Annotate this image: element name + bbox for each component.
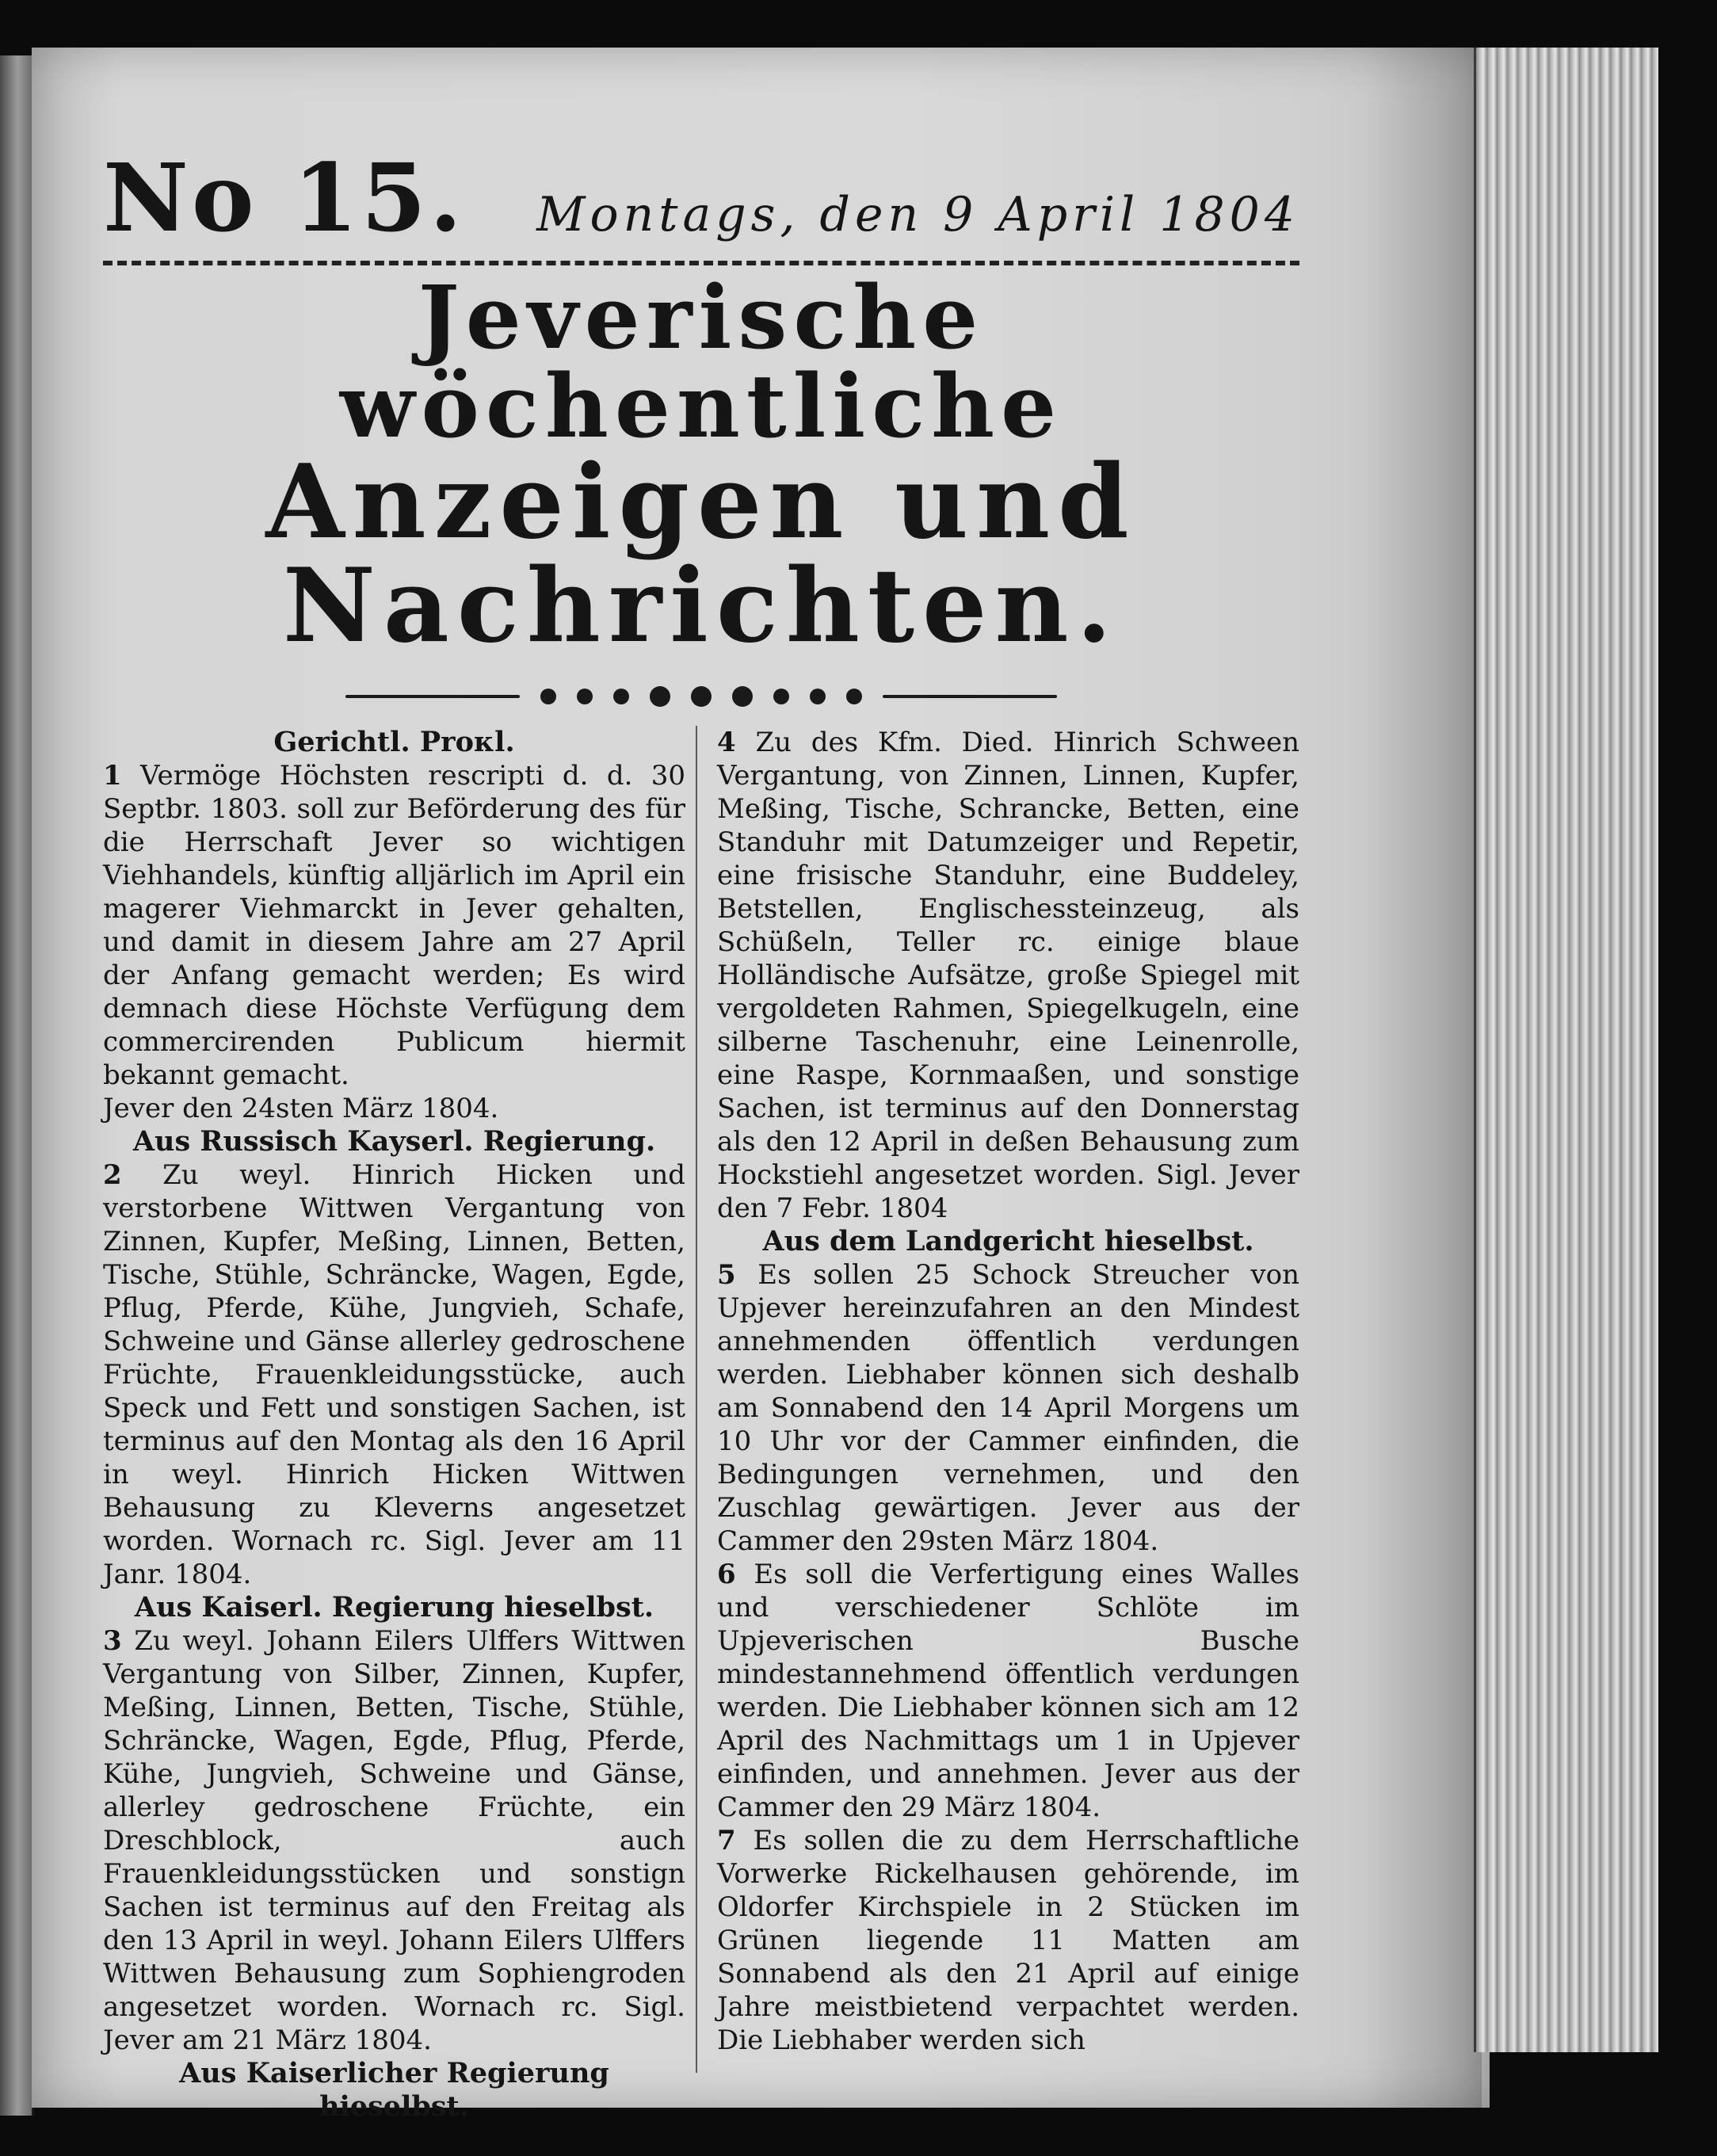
- notice-text: Es soll die Verfertigung eines Walles und verschiedener Schlöte im Upjeverischen Busche mindestannehmend öffentlich verdungen werden. Die Liebhaber können sich am 12 April des Nachmittags um 1 in Upjever einfinden, und annehmen. Jever aus der Cammer den 29 März 1804.: [717, 1559, 1299, 1824]
- section-heading: Aus Russisch Kayserl. Regierung.: [132, 1125, 656, 1158]
- notice-text: Zu weyl. Hinrich Hicken und verstorbene Wittwen Vergantung von Zinnen, Kupfer, Meßing, Linnen, Betten, Tische, Stühle, Schräncke, Wagen, Egde, Pflug, Pferde, Kühe, Jungvieh, Schafe, Schweine und Gänse allerley gedroschene Früchte, Frauenkleidungsstücke, auch Speck und Fett und sonstigen Sachen, ist terminus auf den Montag als den 16 April in weyl. Hinrich Hicken Wittwen Behausung zu Kleverns angesetzet worden. Wornach rc. Sigl. Jever am 11 Janr. 1804.: [103, 1159, 685, 1591]
- notice-7: [717, 1824, 1299, 2057]
- notice-4: [717, 726, 1299, 1225]
- text-columns: [103, 726, 1299, 2124]
- newspaper-title: [103, 266, 1299, 666]
- divider-dot: [650, 686, 670, 707]
- notice-text: Es sollen 25 Schock Streucher von Upjever hereinzufahren an den Mindest annehmenden öffentlich verdungen werden. Liebhaber können sich deshalb am Sonnabend den 14 April Morgens um 10 Uhr vor der Cammer einfinden, die Bedingungen vernehmen, und den Zuschlag gewärtigen. Jever aus der Cammer den 29sten März 1804.: [717, 1259, 1299, 1558]
- divider-dot: [540, 689, 556, 704]
- section-heading: Aus Kaiserlicher Regierung hieselbst.: [179, 2057, 609, 2124]
- left-column: [103, 726, 685, 2124]
- section-heading: Aus Kaiserl. Regierung hieselbst.: [134, 1591, 654, 1624]
- notice-text: Es sollen die zu dem Herrschaftliche Vorwerke Rickelhausen gehörende, im Oldorfer Kirchspiele in 2 Stücken im Grünen liegende 11 Matten am Sonnabend als den 21 April auf einige Jahre meistbietend verpachtet werden. Die Liebhaber werden sich: [717, 1825, 1299, 2057]
- divider-dot: [613, 689, 629, 704]
- divider-dot: [773, 689, 789, 704]
- notice-5: [717, 1258, 1299, 1558]
- facing-page-edge: [0, 55, 34, 2116]
- notice-number: 4: [717, 727, 736, 759]
- notice-text: Zu weyl. Johann Eilers Ulffers Wittwen Vergantung von Silber, Zinnen, Kupfer, Meßing, Linnen, Betten, Tische, Stühle, Schräncke, Wagen, Egde, Pflug, Pferde, Kühe, Jungvieh, Schweine und Gänse, allerley gedroschene Früchte, ein Dreschblock, auch Frauenkleidungsstücken und sonstign Sachen ist terminus auf den Freitag als den 13 April in weyl. Johann Eilers Ulffers Wittwen Behausung zum Sophiengroden angesetzet worden. Wornach rc. Sigl. Jever am 21 März 1804.: [103, 1625, 685, 2057]
- divider-dot: [732, 686, 753, 707]
- divider-dot: [810, 689, 826, 704]
- notice-number: 3: [103, 1625, 122, 1658]
- notice-number: 6: [717, 1559, 736, 1591]
- notice-date: Jever den 24sten März 1804.: [103, 1093, 499, 1125]
- book-page-edges: [1474, 48, 1658, 2052]
- notice-3: [103, 1624, 685, 2057]
- section-heading: Gerichtl. Proκl.: [273, 726, 515, 759]
- issue-date: Montags, den 9 April 1804: [536, 187, 1299, 242]
- page-content: [103, 143, 1299, 2124]
- issue-number: No 15.: [103, 143, 465, 253]
- masthead: [103, 143, 1299, 265]
- right-column: [717, 726, 1299, 2124]
- notice-text: Vermöge Höchsten rescripti d. d. 30 Septbr. 1803. soll zur Beförderung des für die Herrschaft Jever so wichtigen Viehhandels, künftig alljärlich im April ein magerer Viehmarckt in Jever gehalten, und damit in diesem Jahre am 27 April der Anfang gemacht werden; Es wird demnach diese Höchste Verfügung dem commercirenden Publicum hiermit bekannt gemacht.: [103, 760, 685, 1092]
- title-line-2: Anzeigen und Nachrichten.: [265, 443, 1137, 666]
- notice-number: 2: [103, 1159, 122, 1192]
- notice-6: [717, 1558, 1299, 1824]
- page-curvature-shadow: [1363, 48, 1482, 2108]
- notice-number: 5: [717, 1259, 736, 1292]
- column-rule: [696, 726, 697, 2073]
- divider-wing-right: [883, 695, 1057, 698]
- title-line-1: Jeverische wöchentliche: [339, 266, 1063, 458]
- divider-wing-left: [345, 695, 520, 698]
- divider-dot: [577, 689, 593, 704]
- section-heading: Aus dem Landgericht hieselbst.: [762, 1225, 1254, 1258]
- divider-dot: [846, 689, 862, 704]
- notice-text: Zu des Kfm. Died. Hinrich Schween Vergantung, von Zinnen, Linnen, Kupfer, Meßing, Tische, Schrancke, Betten, eine Standuhr mit Datumzeiger und Repetir, eine frisische Standuhr, eine Buddeley, Betstellen, Englischessteinzeug, als Schüßeln, Teller rc. einige blaue Holländische Aufsätze, große Spiegel mit vergoldeten Rahmen, Spiegelkugeln, eine silberne Taschenuhr, eine Leinenrolle, eine Raspe, Kornmaaßen, und sonstige Sachen, ist terminus auf den Donnerstag als den 12 April in deßen Behausung zum Hockstiehl angesetzet worden. Sigl. Jever den 7 Febr. 1804: [717, 727, 1299, 1225]
- notice-1: [103, 759, 685, 1092]
- notice-number: 7: [717, 1825, 736, 1857]
- ornamental-divider: [103, 685, 1299, 708]
- divider-dot: [691, 686, 712, 707]
- notice-2: [103, 1158, 685, 1591]
- notice-number: 1: [103, 760, 122, 792]
